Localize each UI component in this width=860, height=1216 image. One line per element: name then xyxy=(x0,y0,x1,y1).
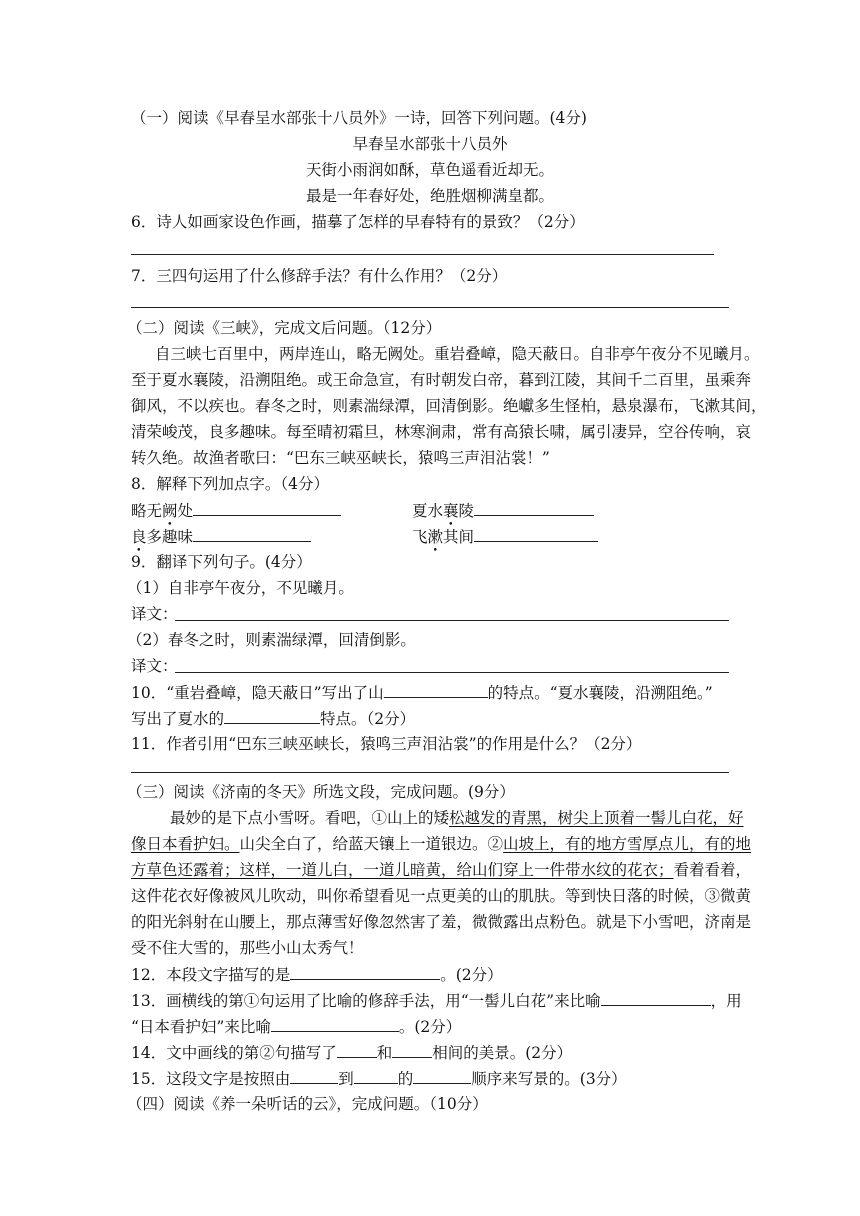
excerpt-line-6: 受不住大雪的，那些小山太秀气！ xyxy=(131,939,364,957)
dotted-char: 阙 xyxy=(162,502,178,520)
word-text: 处 xyxy=(177,502,194,520)
question-6: 6．诗人如画家设色作画，描摹了怎样的早春特有的景致？（2分） xyxy=(131,213,585,231)
passage-line-2: 至于夏水襄陵，沿溯阻绝。或王命急宣，有时朝发白帝，暮到江陵，其间千二百里，虽乘奔 xyxy=(131,371,752,389)
word-text: 其间 xyxy=(443,528,475,546)
excerpt-text: 看着看着， xyxy=(673,861,752,879)
excerpt-line-5: 的阳光斜射在山腰上，那点薄雪好像忽然害了羞，微微露出点粉色。就是下小雪吧，济南是 xyxy=(131,913,752,931)
word-text: 夏水 xyxy=(412,502,444,520)
word-text: 多趣味 xyxy=(146,528,194,546)
word-text: 略无 xyxy=(131,502,163,520)
answer-blank[interactable] xyxy=(392,1042,432,1058)
word-item-3 xyxy=(131,526,311,547)
answer-blank[interactable] xyxy=(290,1068,338,1084)
answer-blank[interactable] xyxy=(337,1042,377,1058)
question-11: 11．作者引用“巴东三峡巫峡长，猿鸣三声泪沾裳”的作用是什么？（2分） xyxy=(131,735,642,753)
answer-blank[interactable] xyxy=(193,526,311,542)
question-text: 的 xyxy=(397,1070,414,1088)
question-14 xyxy=(131,1042,572,1063)
question-text: 特点。（2分） xyxy=(320,710,416,728)
answer-line-q6[interactable] xyxy=(131,254,714,255)
passage-line-3: 御风，不以疾也。春冬之时，则素湍绿潭，回清倒影。绝巘多生怪柏，悬泉瀑布，飞漱其间， xyxy=(131,397,767,415)
word-text: 飞 xyxy=(412,528,428,546)
question-7: 7．三四句运用了什么修辞手法？有什么作用？（2分） xyxy=(131,267,508,285)
underlined-sentence-2: 山坡上，有的地方雪厚点儿，有的地 xyxy=(503,835,752,853)
answer-line-q11[interactable] xyxy=(131,772,729,773)
question-text: 。(2分） xyxy=(440,966,503,984)
question-9-1: （1）自非亭午夜分，不见曦月。 xyxy=(127,579,354,597)
answer-line-q7[interactable] xyxy=(131,307,729,308)
underlined-sentence-2: 方草色还露着；这样，一道儿白，一道儿暗黄，给山们穿上一件带水纹的花衣； xyxy=(131,861,674,879)
answer-blank[interactable] xyxy=(290,964,440,980)
excerpt-line-3 xyxy=(131,860,751,880)
word-item-4 xyxy=(412,526,598,547)
answer-blank[interactable] xyxy=(193,500,341,516)
passage-line-4: 清荣峻茂，良多趣味。每至晴初霜旦，林寒涧肃，常有高猿长啸，属引凄异，空谷传响，哀 xyxy=(131,423,752,441)
excerpt-line-1 xyxy=(170,808,744,828)
question-text: 13．画横线的第①句运用了比喻的修辞手法，用“一髻儿白花”来比喻 xyxy=(131,992,601,1010)
answer-blank[interactable] xyxy=(474,526,598,542)
question-text: “日本看护妇”来比喻 xyxy=(131,1018,271,1036)
question-10-line-1 xyxy=(131,682,713,703)
passage-line-5: 转久绝。故渔者歌曰：“巴东三峡巫峡长，猿鸣三声泪沾裳！” xyxy=(131,449,550,467)
question-text: 。(2分） xyxy=(398,1018,462,1036)
translation-label-2: 译文： xyxy=(131,657,178,675)
passage-line-1: 自三峡七百里中，两岸连山，略无阙处。重岩叠嶂，隐天蔽日。自非亭午夜分不见曦月。 xyxy=(155,345,760,363)
answer-blank[interactable] xyxy=(271,1016,399,1032)
word-item-2 xyxy=(412,500,594,521)
question-text: 相间的美景。(2分） xyxy=(432,1044,573,1062)
question-text: 14．文中画线的第②句描写了 xyxy=(131,1044,337,1062)
dotted-char: 襄 xyxy=(443,502,459,520)
question-13-line-1 xyxy=(131,990,742,1011)
word-text: 陵 xyxy=(458,502,475,520)
answer-blank[interactable] xyxy=(474,500,594,516)
question-text: 到 xyxy=(338,1070,354,1088)
question-9-2: （2）春冬之时，则素湍绿潭，回清倒影。 xyxy=(127,631,416,649)
excerpt-line-2 xyxy=(131,834,751,854)
question-text: ，用 xyxy=(710,992,742,1010)
question-text: 顺序来写景的。(3分） xyxy=(471,1070,627,1088)
question-10-line-2 xyxy=(131,708,415,729)
excerpt-text: 最妙的是下点小雪呀。看吧，①山上的矮 xyxy=(170,809,450,827)
excerpt-line-4: 这件花衣好像被风儿吹动，叫你希望看见一点更美的山的肌肤。等到快日落的时候，③微黄 xyxy=(131,887,752,905)
answer-blank[interactable] xyxy=(224,708,320,724)
answer-blank[interactable] xyxy=(354,1068,398,1084)
word-item-1 xyxy=(131,500,341,521)
underlined-sentence-1: 像日本看护妇。 xyxy=(131,835,240,853)
excerpt-text: 山尖全白了，给蓝天镶上一道银边。② xyxy=(239,835,504,853)
translation-line-1[interactable] xyxy=(175,620,729,621)
answer-blank[interactable] xyxy=(413,1068,471,1084)
question-text: 15．这段文字是按照由 xyxy=(131,1070,291,1088)
question-15 xyxy=(131,1068,627,1089)
question-text: 写出了夏水的 xyxy=(131,710,225,728)
section2-header: （二）阅读《三峡》，完成文后问题。（12分） xyxy=(127,319,442,337)
section3-header: （三）阅读《济南的冬天》所选文段，完成问题。(9分） xyxy=(127,783,515,801)
poem-title: 早春呈水部张十八员外 xyxy=(352,135,508,153)
question-text: 和 xyxy=(376,1044,393,1062)
question-9: 9．翻译下列句子。(4分） xyxy=(131,553,312,571)
question-12 xyxy=(131,964,503,985)
poem-line-1: 天街小雨润如酥，草色遥看近却无。 xyxy=(305,161,554,179)
underlined-sentence-1: 松越发的青黑，树尖上顶着一髻儿白花，好 xyxy=(449,809,744,827)
dotted-char: 良 xyxy=(131,528,147,546)
poem-line-2: 最是一年春好处，绝胜烟柳满皇都。 xyxy=(305,187,554,205)
question-text: 10．“重岩叠嶂，隐天蔽日”写出了山 xyxy=(131,684,384,702)
answer-blank[interactable] xyxy=(384,682,488,698)
section1-header: （一）阅读《早春呈水部张十八员外》一诗，回答下列问题。(4分) xyxy=(131,109,587,127)
section4-header: （四）阅读《养一朵听话的云》，完成问题。（10分） xyxy=(127,1095,488,1113)
question-13-line-2 xyxy=(131,1016,461,1037)
translation-line-2[interactable] xyxy=(175,672,729,673)
translation-label-1: 译文： xyxy=(131,605,178,623)
question-text: 12．本段文字描写的是 xyxy=(131,966,291,984)
dotted-char: 漱 xyxy=(427,528,444,546)
question-8: 8．解释下列加点字。（4分） xyxy=(131,475,329,493)
answer-blank[interactable] xyxy=(601,990,711,1006)
question-text: 的特点。“夏水襄陵，沿溯阻绝。” xyxy=(487,684,713,702)
